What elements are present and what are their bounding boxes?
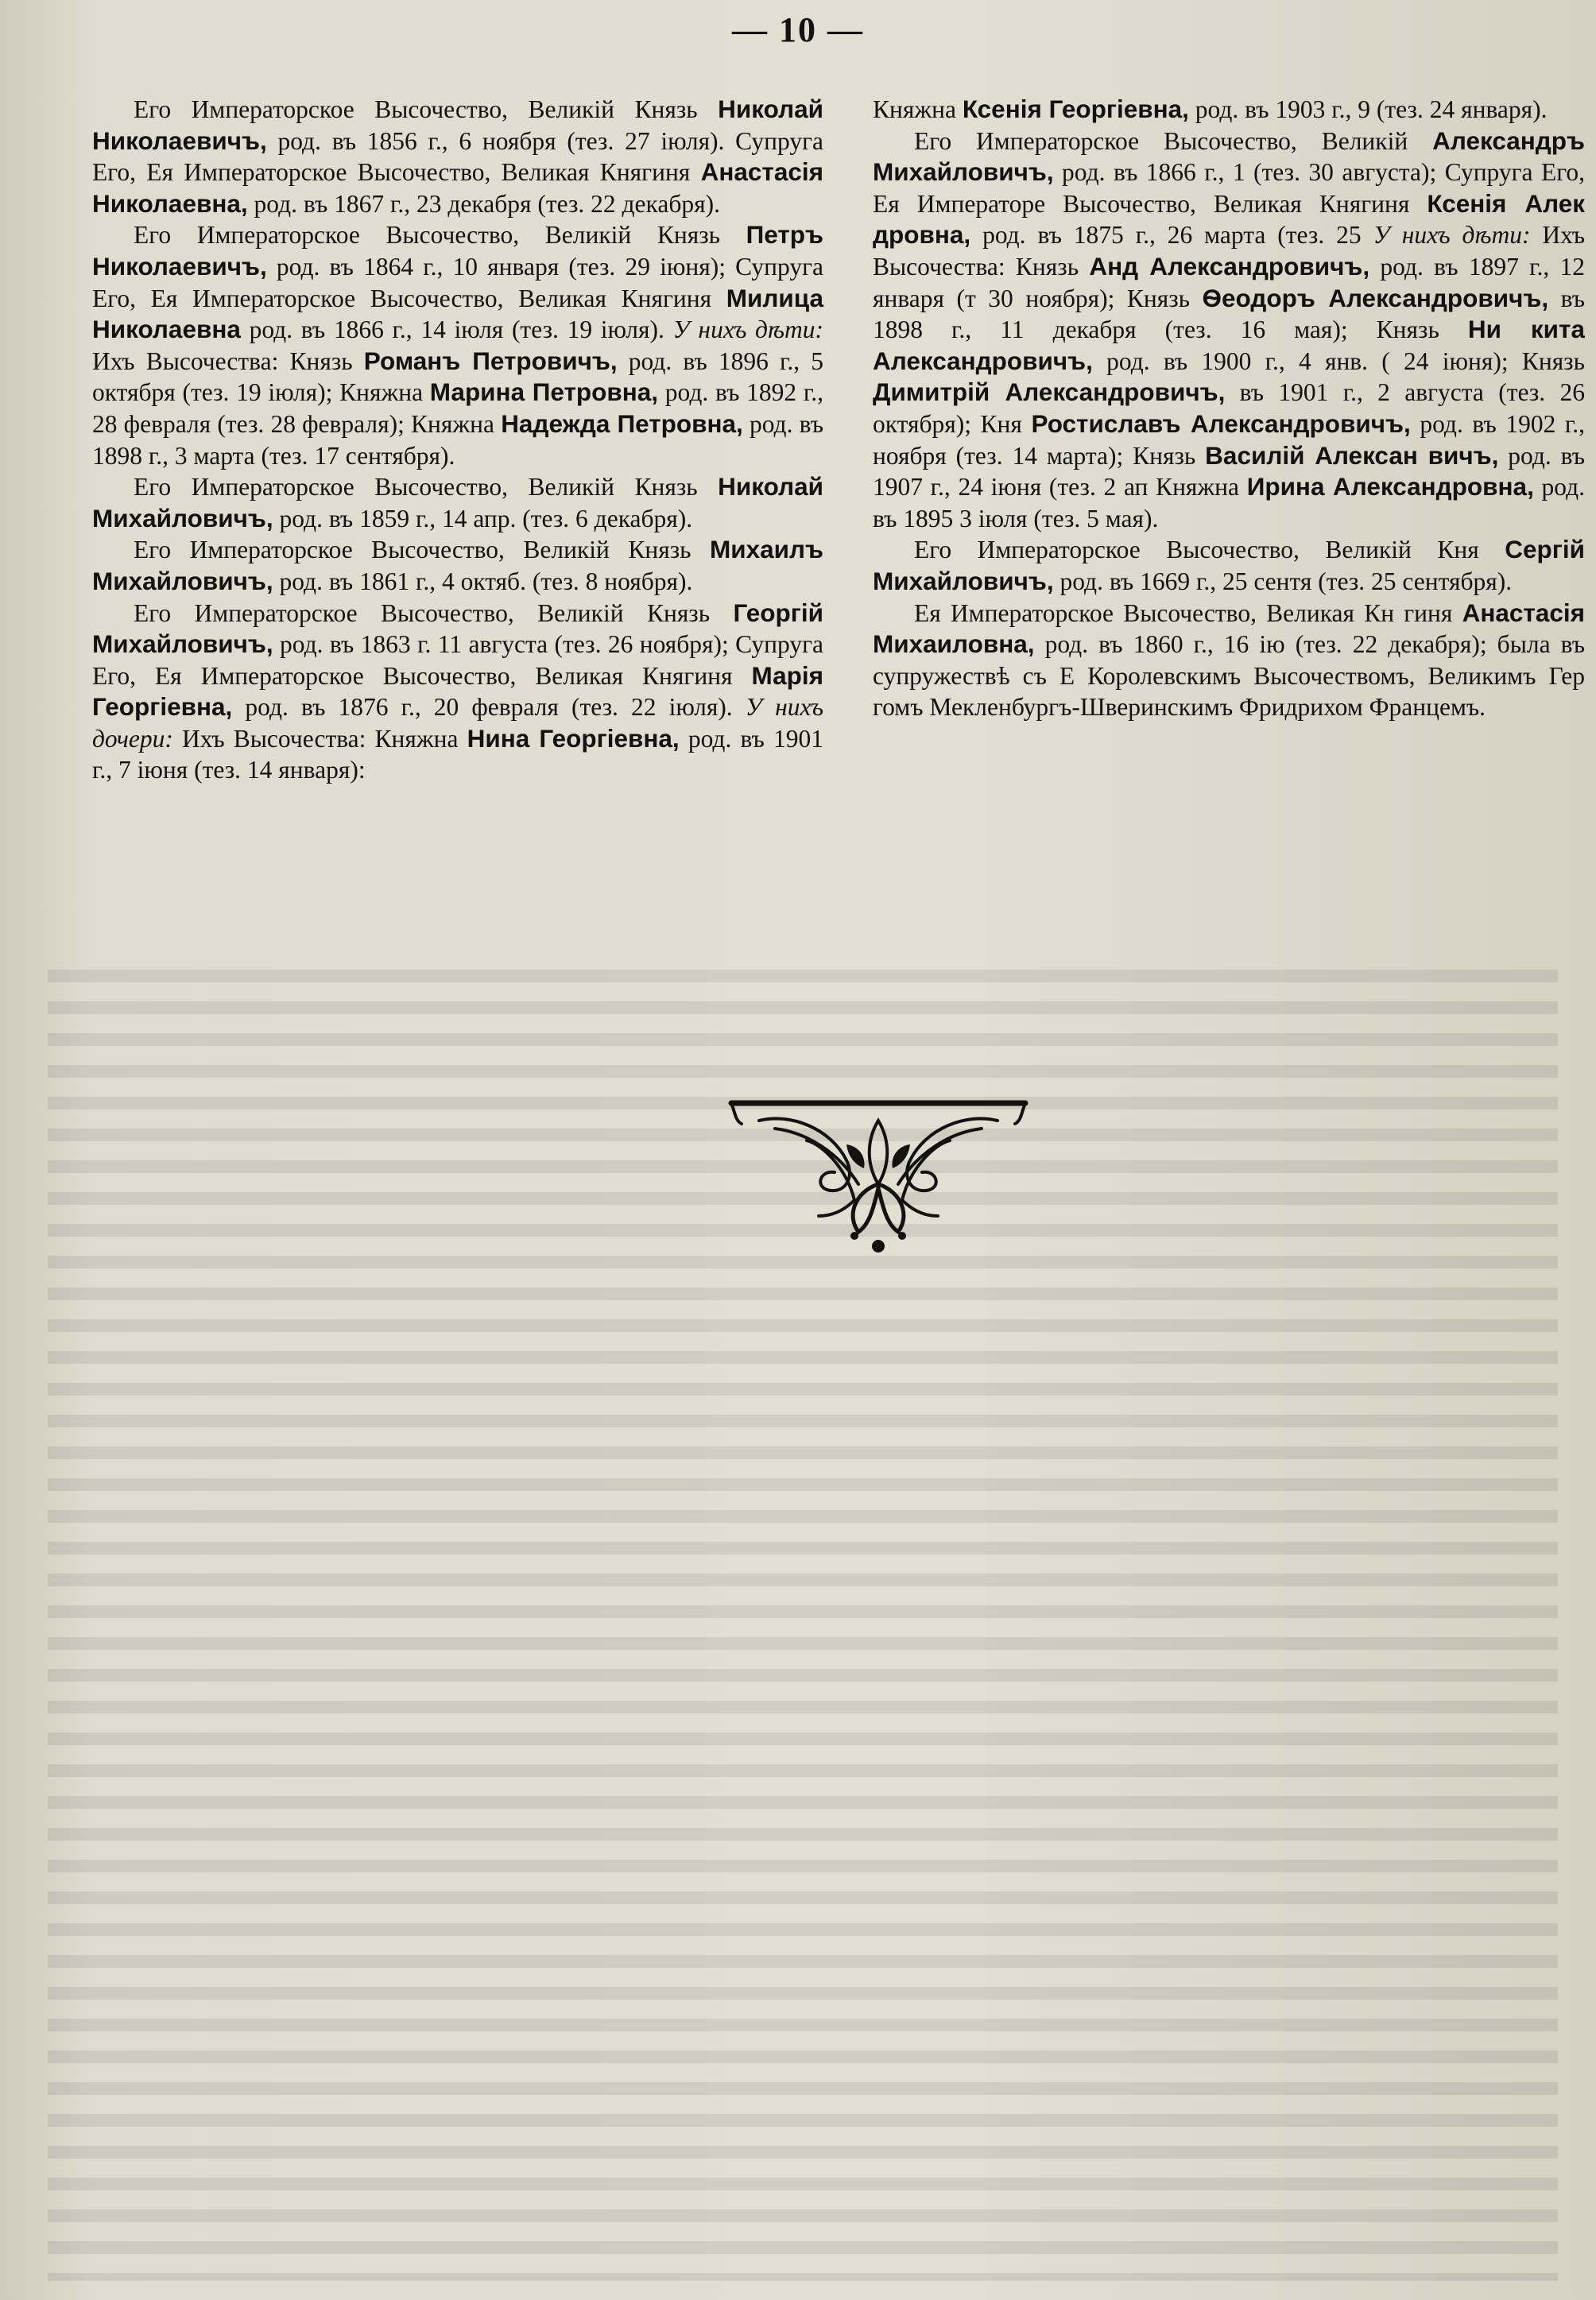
entry-mikhail-mikhailovich: Его Императорское Высочество, Великій Князь Михаилъ Михайловичъ, род. въ 1861 г., 4 октяб. (тез. 8 ноября). — [92, 535, 823, 595]
entry-anastasiya-mikhailovna: Ея Императорское Высочество, Великая Кн гиня Анастасія Михаиловна, род. въ 1860 г., 16 ію (тез. 22 декабря); была въ супружествѣ съ Е Королевскимъ Высочествомъ, Великимъ Гер гомъ Мекленбургъ-Шверинскимъ Фридрихом Францемъ. — [873, 598, 1585, 722]
left-column — [92, 94, 823, 786]
entry-georgii-mikhailovich: Его Императорское Высочество, Великій Князь Георгій Михайловичъ, род. въ 1863 г. 11 августа (тез. 26 ноября); Супруга Его, Ея Императорское Высочество, Великая Княгиня Марія Георгіевна, род. въ 1876 г., 20 февраля (тез. 22 іюля). У нихъ дочери: Ихъ Высочества: Княжна Нина Георгіевна, род. въ 1901 г., 7 іюня (тез. 14 января): — [92, 598, 823, 784]
page-number: — 10 — — [732, 10, 864, 49]
entry-kseniya-georgievna: Княжна Ксенія Георгіевна, род. въ 1903 г., 9 (тез. 24 января). — [873, 95, 1548, 123]
entry-sergii-mikhailovich: Его Императорское Высочество, Великій Кня Сергій Михайловичъ, род. въ 1669 г., 25 сентя (тез. 25 сентября). — [873, 535, 1585, 595]
entry-nikolai-mikhailovich: Его Императорское Высочество, Великій Князь Николай Михайловичъ, род. въ 1859 г., 14 апр. (тез. 6 декабря). — [92, 472, 823, 532]
entry-aleksandr-mikhailovich: Его Императорское Высочество, Великій Александръ Михайловичъ, род. въ 1866 г., 1 (тез. 30 августа); Супруга Его, Ея Императоре Высочество, Великая Княгиня Ксенія Алек дровна, род. въ 1875 г., 26 марта (тез. 25 У нихъ дѣти: Ихъ Высочества: Князь Анд Александровичъ, род. въ 1897 г., 12 января (т 30 ноября); Князь Ѳеодоръ Александровичъ, въ 1898 г., 11 декабря (тез. 16 мая); Князь Ни кита Александровичъ, род. въ 1900 г., 4 янв. ( 24 іюня); Князь Димитрій Александровичъ, въ 1901 г., 2 августа (тез. 26 октября); Кня Ростиславъ Александровичъ, род. въ 1902 г., ноября (тез. 14 марта); Князь Василій Алексан вичъ, род. въ 1907 г., 24 іюня (тез. 2 ап Княжна Ирина Александровна, род. въ 1895 3 іюля (тез. 5 мая). — [873, 126, 1585, 532]
right-column — [873, 94, 1585, 1008]
entry-nikolai-nikolaevich: Его Императорское Высочество, Великій Князь Николай Николаевичъ, род. въ 1856 г., 6 ноября (тез. 27 іюля). Супруга Его, Ея Императорское Высочество, Великая Княгиня Анастасія Николаевна, род. въ 1867 г., 23 декабря (тез. 22 декабря). — [92, 95, 823, 218]
decorative-ornament-icon — [727, 1097, 1029, 1256]
entry-petr-nikolaevich: Его Императорское Высочество, Великій Князь Петръ Николаевичъ, род. въ 1864 г., 10 января (тез. 29 іюня); Супруга Его, Ея Императорское Высочество, Великая Княгиня Милица Николаевна род. въ 1866 г., 14 іюля (тез. 19 іюля). У нихъ дѣти: Ихъ Высочества: Князь Романъ Петровичъ, род. въ 1896 г., 5 октября (тез. 19 іюля); Княжна Марина Петровна, род. въ 1892 г., 28 февраля (тез. 28 февраля); Княжна Надежда Петровна, род. въ 1898 г., 3 марта (тез. 17 сентября). — [92, 220, 824, 470]
